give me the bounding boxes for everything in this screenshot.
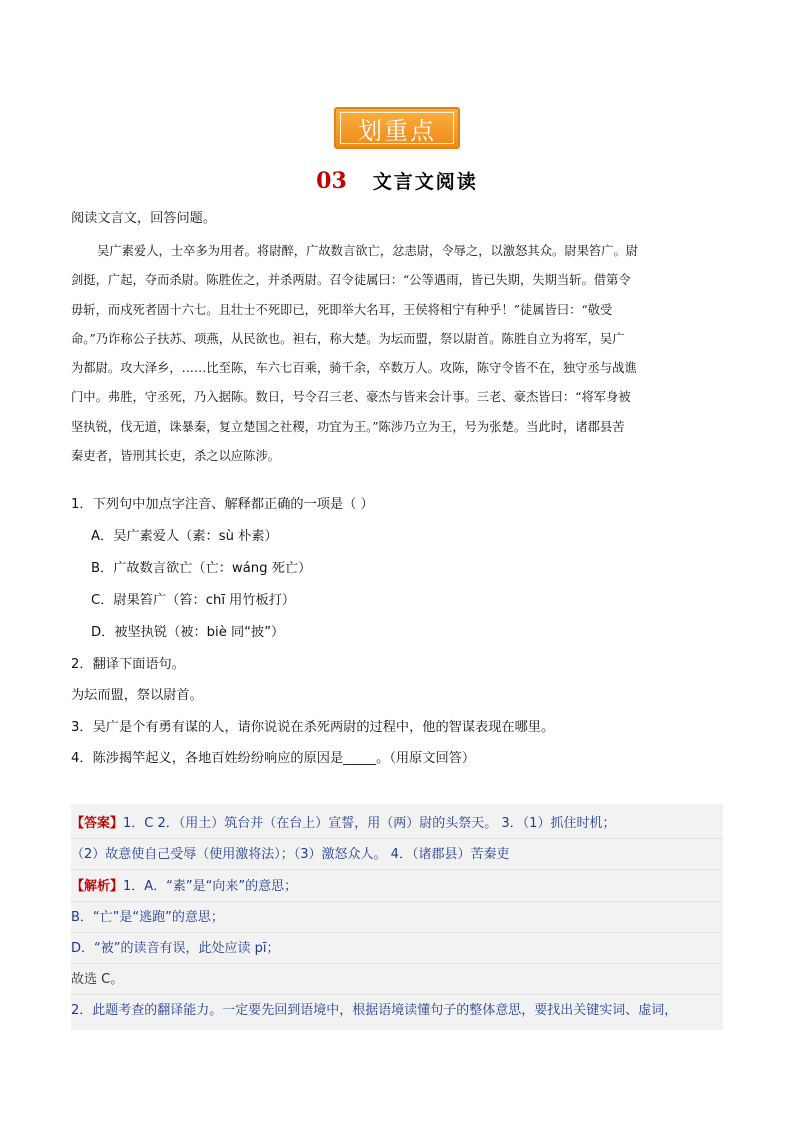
passage-line: 剑挺，广起，夺而杀尉。陈胜佐之，并杀两尉。召令徒属曰：“公等遇雨，皆已失期，失期当斩。借第令 xyxy=(71,273,631,288)
option-b: B．广故数言欲亡（亡：wáng 死亡） xyxy=(91,561,312,576)
section-number: 03 xyxy=(316,168,347,194)
banner-text: 划重点 xyxy=(340,112,454,144)
answer-label: 【答案】 xyxy=(71,816,124,831)
passage-line: 门中。弗胜，守丞死，乃入据陈。数日，号令召三老、豪杰与皆来会计事。三老、豪杰皆曰：“将军身被 xyxy=(71,390,631,405)
analysis-line xyxy=(71,873,723,902)
passage-line: 坚执锐，伐无道，诛暴秦，复立楚国之社稷，功宜为王。”陈涉乃立为王，号为张楚。当此时，诸郡县苦 xyxy=(71,419,625,434)
question-1: 1．下列句中加点字注音、解释都正确的一项是（ ） xyxy=(71,497,374,512)
reading-instruction: 阅读文言文，回答问题。 xyxy=(71,211,217,226)
option-c: C．尉果笞广（笞：chī 用竹板打） xyxy=(91,593,296,608)
answer-line xyxy=(71,810,723,839)
section-title: 文言文阅读 xyxy=(372,171,478,193)
analysis-text: 1．A．“素”是“向来”的意思； xyxy=(123,879,298,894)
answer-text: 1．C 2．（用土）筑台并（在台上）宣誓，用（两）尉的头祭天。 3．（1）抓住时机； xyxy=(123,816,616,831)
passage-line: 吴广素爱人，士卒多为用者。将尉醉，广故数言欲亡，忿恚尉，令辱之，以激怒其众。尉果笞广。尉 xyxy=(97,244,639,258)
answer-box xyxy=(71,804,723,1030)
passage-line: 秦吏者，皆刑其长吏，杀之以应陈涉。 xyxy=(71,449,281,464)
passage-line: 命。”乃诈称公子扶苏、项燕，从民欲也。袒右，称大楚。为坛而盟，祭以尉首。陈胜自立为将军，吴广 xyxy=(71,331,625,346)
question-2-sentence: 为坛而盟，祭以尉首。 xyxy=(71,688,203,703)
analysis-line: 2．此题考查的翻译能力。一定要先回到语境中，根据语境读懂句子的整体意思，要找出关键实词、虚词， xyxy=(71,1003,678,1018)
analysis-line: 故选 C。 xyxy=(71,966,723,995)
option-d: D．被坚执锐（被：biè 同“披”） xyxy=(91,625,285,640)
analysis-line: B．“亡”是“逃跑”的意思； xyxy=(71,904,723,933)
question-4: 4．陈涉揭竿起义，各地百姓纷纷响应的原因是_____。（用原文回答） xyxy=(71,751,476,766)
passage-line: 毋斩，而戍死者固十六七。且壮士不死即已，死即举大名耳，王侯将相宁有种乎！”徒属皆曰：“敬受 xyxy=(71,302,613,317)
section-banner xyxy=(334,107,460,149)
analysis-label: 【解析】 xyxy=(71,879,124,894)
option-a: A．吴广素爱人（素：sù 朴素） xyxy=(91,529,278,544)
passage-line: 为都尉。攻大泽乡，……比至陈，车六七百乘，骑千余，卒数万人。攻陈，陈守令皆不在，独守丞与战谯 xyxy=(71,361,637,376)
answer-line: （2）故意使自己受辱（使用激将法）；（3）激怒众人。 4．（诸郡县）苦秦吏 xyxy=(71,841,723,870)
analysis-line: D．“被”的读音有误，此处应读 pī； xyxy=(71,935,723,964)
classical-passage xyxy=(71,237,723,471)
question-2: 2．翻译下面语句。 xyxy=(71,657,185,672)
page-title xyxy=(0,167,794,194)
question-3: 3．吴广是个有勇有谋的人，请你说说在杀死两尉的过程中，他的智谋表现在哪里。 xyxy=(71,720,555,735)
